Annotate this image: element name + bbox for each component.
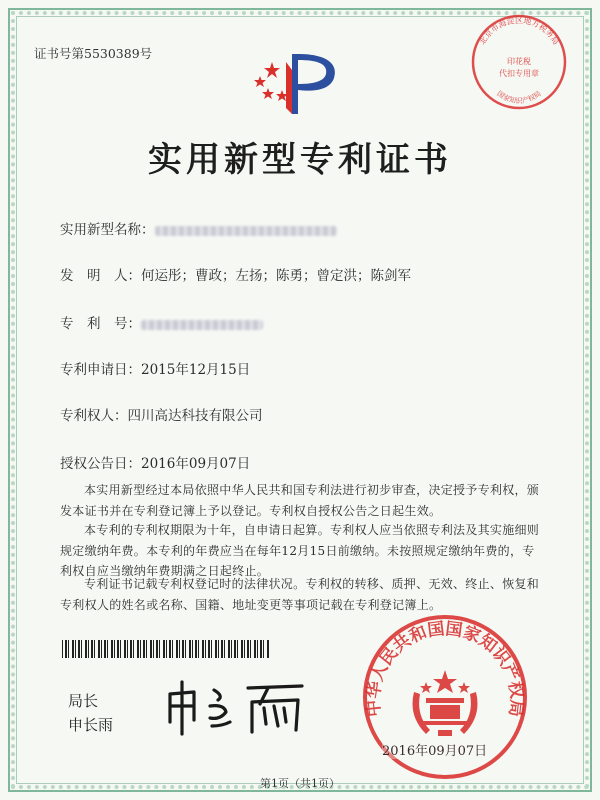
model-name-label: 实用新型名称： <box>60 222 155 238</box>
certificate-title: 实用新型专利证书 <box>148 140 452 180</box>
holder-label: 专利权人： <box>60 408 128 424</box>
tax-seal-bottom-text: 国家知识产权局 <box>495 89 543 105</box>
field-model-name <box>60 218 337 238</box>
patent-number-label: 专 利 号： <box>60 316 141 332</box>
national-emblem-icon <box>413 670 478 736</box>
redacted-model-name <box>155 226 337 236</box>
svg-text:中华人民共和国国家知识产权局 <box>363 619 528 718</box>
certificate-number: 证书号第5530389号 <box>34 46 153 61</box>
page-footer: 第1页（共1页） <box>260 777 340 790</box>
seal-date: 2016年09月07日 <box>382 740 487 759</box>
body-paragraph-3: 专利证书记载专利权登记时的法律状况。专利权的转移、质押、无效、终止、恢复和专利权人的姓名或名称、国籍、地址变更等事项记载在专利登记簿上。 <box>60 577 540 612</box>
redacted-patent-number <box>141 320 263 330</box>
tax-stamp-seal <box>458 12 580 112</box>
tax-seal-line-2: 代扣专用章 <box>499 69 539 78</box>
announce-date-label: 授权公告日： <box>60 456 141 472</box>
barcode <box>62 640 270 658</box>
body-paragraph-2: 本专利的专利权期限为十年，自申请日起算。专利权人应当依照专利法及其实施细则规定缴纳年费。本专利的年费应当在每年12月15日前缴纳。未按照规定缴纳年费的，专利权自应当缴纳年费期满之日起终止。 <box>60 523 540 578</box>
apply-date-label: 专利申请日： <box>60 362 141 378</box>
field-apply-date <box>60 358 250 378</box>
field-inventor <box>60 264 411 284</box>
field-announce-date <box>60 452 250 472</box>
apply-date-value: 2015年12月15日 <box>141 362 251 378</box>
seal-ring-text: 中华人民共和国国家知识产权局 <box>363 619 527 718</box>
announce-date-value: 2016年09月07日 <box>141 456 251 472</box>
field-patent-number <box>60 312 263 332</box>
patent-office-logo-icon <box>242 42 352 124</box>
svg-text:国家知识产权局 <box>495 89 542 105</box>
tax-seal-ring-text: 北京市海淀区地方税务局 <box>477 16 561 47</box>
director-name: 申长雨 <box>68 716 114 734</box>
body-paragraph-1: 本实用新型经过本局依照中华人民共和国专利法进行初步审查，决定授予专利权，颁发本证书并在专利登记簿上予以登记。专利权自授权公告之日起生效。 <box>60 483 540 518</box>
handwritten-signature <box>160 676 310 736</box>
tax-seal-line-1: 印花税 <box>507 57 531 66</box>
holder-value: 四川高达科技有限公司 <box>127 408 263 424</box>
director-title: 局长 <box>68 692 99 710</box>
inventor-value: 何运彤；曹政；左扬；陈勇；曾定洪；陈剑军 <box>141 268 411 284</box>
field-holder <box>60 404 263 424</box>
svg-text:北京市海淀区地方税务局 <box>477 15 561 46</box>
inventor-label: 发 明 人： <box>60 268 141 284</box>
